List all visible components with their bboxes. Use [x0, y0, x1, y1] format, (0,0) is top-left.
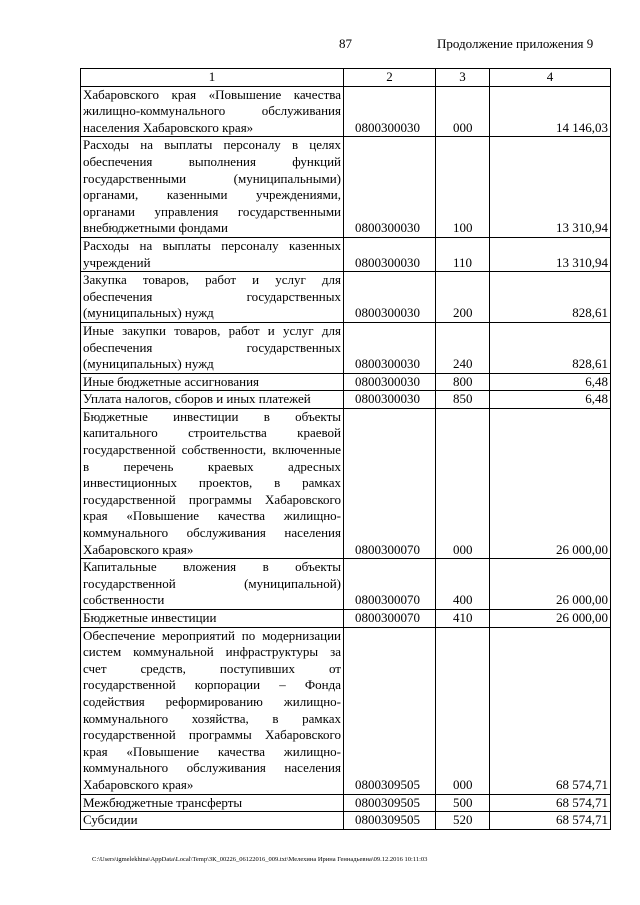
- row-name-cell: Субсидии: [81, 812, 344, 830]
- row-code-cell: 0800300030: [344, 137, 436, 238]
- table-row: [81, 322, 611, 373]
- row-name-cell: Иные закупки товаров, работ и услуг для обеспечения государственных (муниципальных) нужд: [81, 322, 344, 373]
- appendix-continuation-label: Продолжение приложения 9: [437, 36, 594, 51]
- row-type-cell: 000: [436, 86, 490, 137]
- file-path-footer: C:\Users\igmelekhina\AppData\Local\Temp\ЗК_00226_06122016_009.txt\Мелехина Ирина Геннадьевна\09.12.2016 10:11:03: [92, 856, 428, 863]
- row-name-cell: Капитальные вложения в объекты государственной (муниципальной) собственности: [81, 559, 344, 610]
- table-row: [81, 408, 611, 558]
- column-header-2: 2: [344, 69, 436, 87]
- row-type-cell: 410: [436, 610, 490, 628]
- row-type-cell: 400: [436, 559, 490, 610]
- row-amount-cell: 68 574,71: [490, 627, 611, 794]
- row-code-cell: 0800309505: [344, 812, 436, 830]
- row-amount-cell: 26 000,00: [490, 559, 611, 610]
- row-name-cell: Расходы на выплаты персоналу в целях обеспечения выполнения функций государственными (муниципальными) органами, казенными учреждениями, органами управления государственными внебюджетными фондами: [81, 137, 344, 238]
- row-name-cell: Межбюджетные трансферты: [81, 794, 344, 812]
- row-code-cell: 0800300030: [344, 391, 436, 409]
- row-name-cell: Закупка товаров, работ и услуг для обеспечения государственных (муниципальных) нужд: [81, 272, 344, 323]
- row-code-cell: 0800300030: [344, 86, 436, 137]
- row-type-cell: 850: [436, 391, 490, 409]
- row-type-cell: 000: [436, 627, 490, 794]
- column-header-3: 3: [436, 69, 490, 87]
- row-name-cell: Хабаровского края «Повышение качества жилищно-коммунального обслуживания населения Хабаровского края»: [81, 86, 344, 137]
- row-code-cell: 0800300030: [344, 373, 436, 391]
- table-row: [81, 86, 611, 137]
- row-amount-cell: 13 310,94: [490, 237, 611, 271]
- row-type-cell: 110: [436, 237, 490, 271]
- column-header-1: 1: [81, 69, 344, 87]
- table-row: [81, 373, 611, 391]
- row-amount-cell: 68 574,71: [490, 794, 611, 812]
- row-code-cell: 0800309505: [344, 627, 436, 794]
- row-amount-cell: 6,48: [490, 373, 611, 391]
- table-row: [81, 794, 611, 812]
- row-code-cell: 0800300030: [344, 272, 436, 323]
- row-name-cell: Бюджетные инвестиции в объекты капитального строительства краевой государственной собственности, включенные в перечень краевых адресных инвестиционных проектов, в рамках государственной программы Хабаровского края «Повышение качества жилищно-коммунального обслуживания населения Хабаровского края»: [81, 408, 344, 558]
- row-code-cell: 0800309505: [344, 794, 436, 812]
- row-type-cell: 800: [436, 373, 490, 391]
- table-row: [81, 237, 611, 271]
- row-type-cell: 100: [436, 137, 490, 238]
- page-number: 87: [339, 36, 352, 51]
- column-header-4: 4: [490, 69, 611, 87]
- row-name-cell: Расходы на выплаты персоналу казенных учреждений: [81, 237, 344, 271]
- row-amount-cell: 6,48: [490, 391, 611, 409]
- row-type-cell: 200: [436, 272, 490, 323]
- table-row: [81, 272, 611, 323]
- table-row: [81, 391, 611, 409]
- table-row: [81, 610, 611, 628]
- row-amount-cell: 14 146,03: [490, 86, 611, 137]
- row-amount-cell: 26 000,00: [490, 408, 611, 558]
- row-type-cell: 240: [436, 322, 490, 373]
- table-row: [81, 137, 611, 238]
- row-code-cell: 0800300070: [344, 559, 436, 610]
- table-row: [81, 812, 611, 830]
- row-name-cell: Обеспечение мероприятий по модернизации систем коммунальной инфраструктуры за счет средств, поступивших от государственной корпорации – Фонда содействия реформированию жилищно-коммунального хозяйства, в рамках государственной программы Хабаровского края «Повышение качества жилищно-коммунального обслуживания населения Хабаровского края»: [81, 627, 344, 794]
- table-row: [81, 627, 611, 794]
- row-amount-cell: 26 000,00: [490, 610, 611, 628]
- row-name-cell: Уплата налогов, сборов и иных платежей: [81, 391, 344, 409]
- row-type-cell: 000: [436, 408, 490, 558]
- budget-table: [80, 68, 611, 830]
- row-code-cell: 0800300030: [344, 322, 436, 373]
- row-code-cell: 0800300030: [344, 237, 436, 271]
- row-code-cell: 0800300070: [344, 610, 436, 628]
- row-amount-cell: 828,61: [490, 272, 611, 323]
- table-row: [81, 559, 611, 610]
- row-type-cell: 500: [436, 794, 490, 812]
- row-type-cell: 520: [436, 812, 490, 830]
- row-amount-cell: 13 310,94: [490, 137, 611, 238]
- row-name-cell: Иные бюджетные ассигнования: [81, 373, 344, 391]
- row-name-cell: Бюджетные инвестиции: [81, 610, 344, 628]
- row-amount-cell: 68 574,71: [490, 812, 611, 830]
- row-code-cell: 0800300070: [344, 408, 436, 558]
- table-header-row: [81, 69, 611, 87]
- row-amount-cell: 828,61: [490, 322, 611, 373]
